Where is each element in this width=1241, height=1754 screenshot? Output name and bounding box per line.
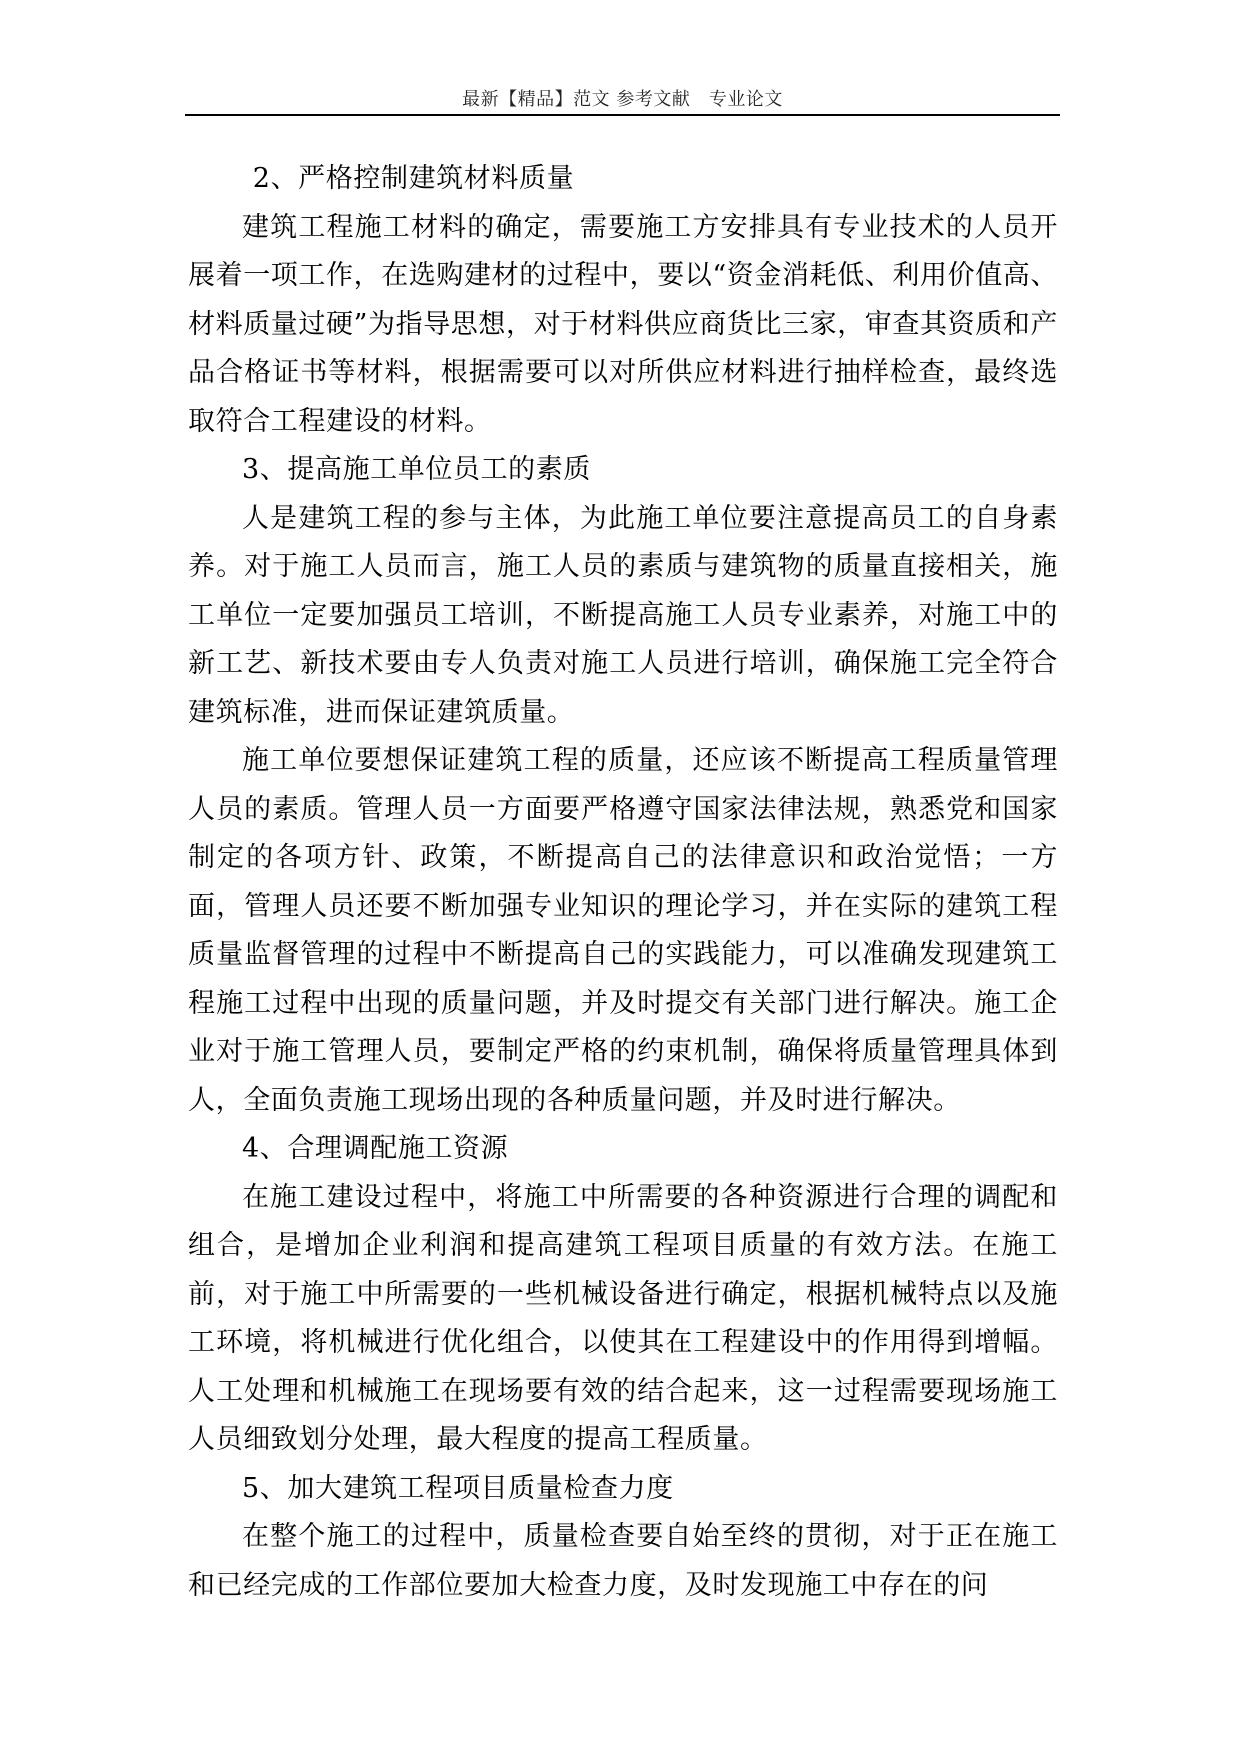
section-heading-4: 4、合理调配施工资源 — [242, 1133, 509, 1164]
document-body — [188, 155, 1058, 1610]
paragraph-resources: 在施工建设过程中，将施工中所需要的各种资源进行合理的调配和组合，是增加企业利润和提高建筑工程项目质量的有效方法。在施工前，对于施工中所需要的一些机械设备进行确定，根据机械特点以及施工环境，将机械进行优化组合，以使其在工程建设中的作用得到增幅。人工处理和机械施工在现场要有效的结合起来，这一过程需要现场施工人员细致划分处理，最大程度的提高工程质量。 — [188, 1181, 1058, 1455]
section-heading-2: 2、严格控制建筑材料质量 — [252, 163, 575, 194]
paragraph-management-staff: 施工单位要想保证建筑工程的质量，还应该不断提高工程质量管理人员的素质。管理人员一方面要严格遵守国家法律法规，熟悉党和国家制定的各项方针、政策，不断提高自己的法律意识和政治觉悟；一方面，管理人员还要不断加强专业知识的理论学习，并在实际的建筑工程质量监督管理的过程中不断提高自己的实践能力，可以准确发现建筑工程施工过程中出现的质量问题，并及时提交有关部门进行解决。施工企业对于施工管理人员，要制定严格的约束机制，确保将质量管理具体到人，全面负责施工现场出现的各种质量问题，并及时进行解决。 — [188, 745, 1058, 1116]
section-heading-5: 5、加大建筑工程项目质量检查力度 — [242, 1472, 674, 1504]
page-header: 最新【精品】范文 参考文献 专业论文 — [462, 89, 783, 110]
paragraph-materials: 建筑工程施工材料的确定，需要施工方安排具有专业技术的人员开展着一项工作，在选购建材的过程中，要以“资金消耗低、利用价值高、材料质量过硬”为指导思想，对于材料供应商货比三家，审查其资质和产品合格证书等材料，根据需要可以对所供应材料进行抽样检查，最终选取符合工程建设的材料。 — [188, 211, 1059, 437]
section-heading-3: 3、提高施工单位员工的素质 — [242, 454, 591, 485]
paragraph-inspection: 在整个施工的过程中，质量检查要自始至终的贯彻，对于正在施工和已经完成的工作部位要加大检查力度，及时发现施工中存在的问 — [188, 1521, 1058, 1601]
paragraph-staff-quality: 人是建筑工程的参与主体，为此施工单位要注意提高员工的自身素养。对于施工人员而言，施工人员的素质与建筑物的质量直接相关，施工单位一定要加强员工培训，不断提高施工人员专业素养，对施工中的新工艺、新技术要由专人负责对施工人员进行培训，确保施工完全符合建筑标准，进而保证建筑质量。 — [188, 502, 1058, 728]
header-divider — [185, 114, 1060, 116]
